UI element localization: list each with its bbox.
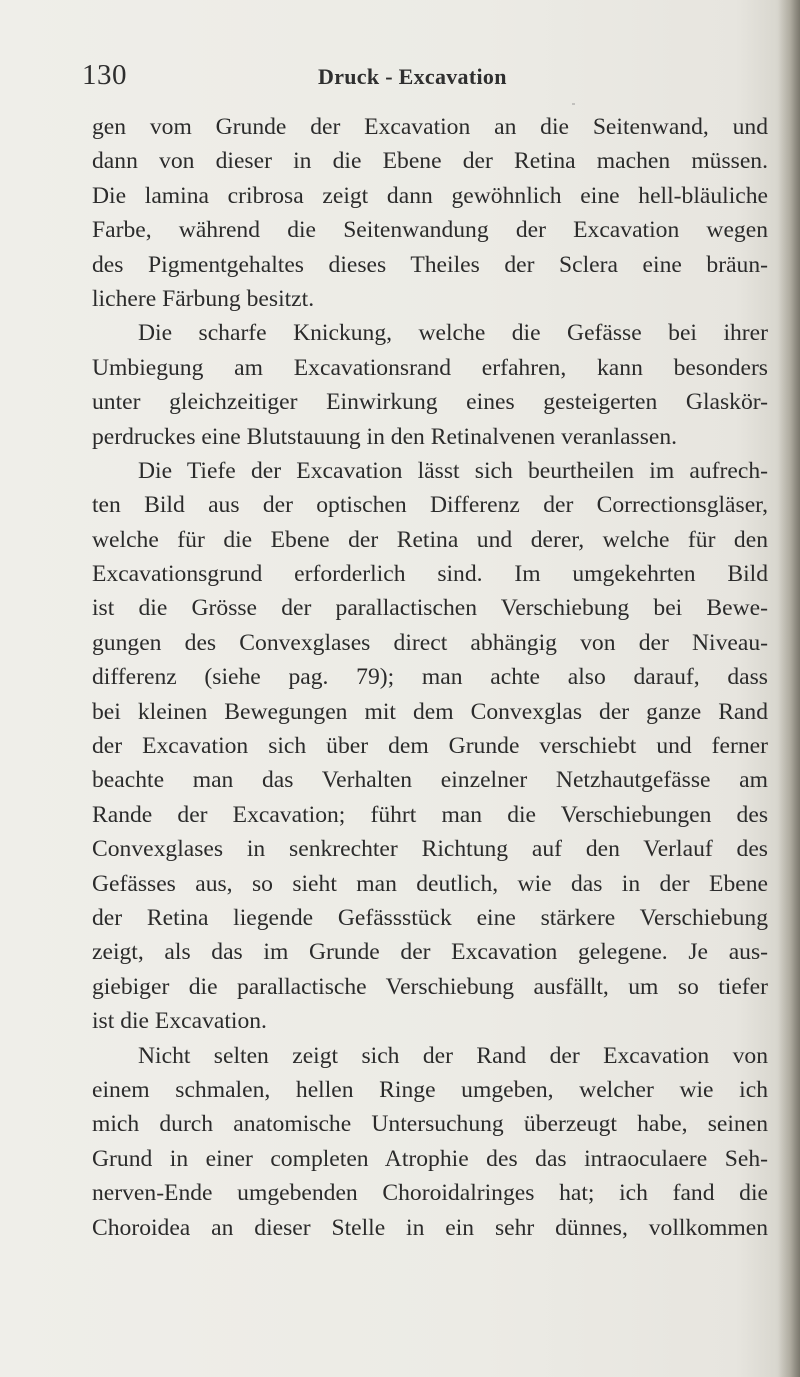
text-line: Die scharfe Knickung, welche die Gefässe bei ihrer — [138, 320, 768, 347]
page-edge-shadow — [778, 0, 800, 1377]
text-line: mich durch anatomische Untersuchung überzeugt habe, seinen — [92, 1111, 768, 1138]
text-line: ist die Grösse der parallactischen Verschiebung bei Bewe- — [92, 595, 768, 622]
text-line: Gefässes aus, so sieht man deutlich, wie das in der Ebene — [92, 870, 768, 897]
text-line: nerven-Ende umgebenden Choroidalringes hat; ich fand die — [92, 1180, 768, 1207]
text-line: einem schmalen, hellen Ringe umgeben, welcher wie ich — [92, 1076, 768, 1103]
text-line: des Pigmentgehaltes dieses Theiles der Sclera eine bräun- — [92, 251, 768, 278]
running-head: Druck - Excavation — [318, 64, 507, 89]
text-line: welche für die Ebene der Retina und derer, welche für den — [92, 526, 768, 553]
text-line: zeigt, als das im Grunde der Excavation gelegene. Je aus- — [92, 939, 768, 966]
text-line: Rande der Excavation; führt man die Verschiebungen des — [92, 801, 768, 828]
body-text — [92, 110, 768, 1245]
text-line: giebiger die parallactische Verschiebung ausfällt, um so tiefer — [92, 973, 768, 1000]
text-line: der Excavation sich über dem Grunde verschiebt und ferner — [92, 733, 768, 760]
text-line: Umbiegung am Excavationsrand erfahren, kann besonders — [92, 354, 768, 381]
text-line: gungen des Convexglases direct abhängig von der Niveau- — [92, 629, 768, 656]
text-line: ten Bild aus der optischen Differenz der Correctionsgläser, — [92, 492, 768, 519]
text-line: Nicht selten zeigt sich der Rand der Excavation von — [138, 1042, 768, 1069]
text-line: ist die Excavation. — [92, 1008, 267, 1035]
text-line: beachte man das Verhalten einzelner Netzhautgefässe am — [92, 767, 768, 794]
text-line: Grund in einer completen Atrophie des das intraoculaere Seh- — [92, 1145, 768, 1172]
text-line: perdruckes eine Blutstauung in den Retinalvenen veranlassen. — [92, 423, 678, 450]
text-line: Convexglases in senkrechter Richtung auf den Verlauf des — [92, 836, 768, 863]
text-line: dann von dieser in die Ebene der Retina machen müssen. — [92, 148, 768, 175]
text-line: lichere Färbung besitzt. — [92, 285, 315, 312]
page-number: 130 — [82, 59, 127, 91]
text-line: der Retina liegende Gefässstück eine stärkere Verschiebung — [92, 904, 768, 931]
text-line: Excavationsgrund erforderlich sind. Im umgekehrten Bild — [92, 561, 768, 588]
text-line: unter gleichzeitiger Einwirkung eines gesteigerten Glaskör- — [92, 389, 768, 416]
page-header — [0, 58, 800, 98]
text-line: Die Tiefe der Excavation lässt sich beurtheilen im aufrech- — [138, 457, 768, 484]
print-speck — [572, 103, 575, 105]
text-line: Die lamina cribrosa zeigt dann gewöhnlich eine hell-bläuliche — [92, 182, 768, 209]
text-line: differenz (siehe pag. 79); man achte also darauf, dass — [92, 664, 768, 691]
text-line: gen vom Grunde der Excavation an die Seitenwand, und — [92, 114, 768, 140]
text-line: Farbe, während die Seitenwandung der Excavation wegen — [92, 217, 768, 244]
text-line: bei kleinen Bewegungen mit dem Convexglas der ganze Rand — [92, 698, 768, 725]
text-line: Choroidea an dieser Stelle in ein sehr dünnes, vollkommen — [92, 1214, 768, 1241]
